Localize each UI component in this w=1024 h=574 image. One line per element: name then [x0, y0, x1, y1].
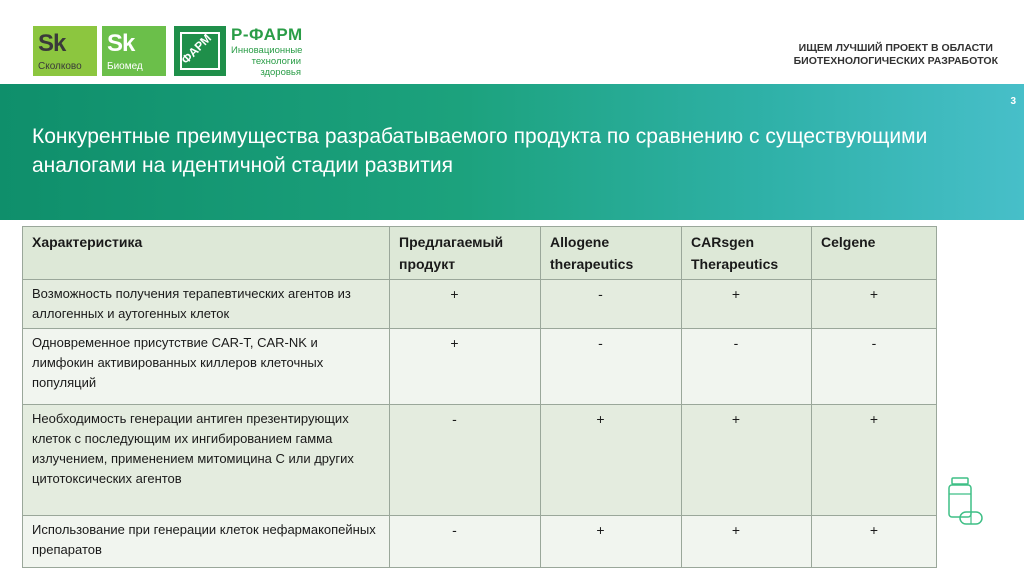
r-pharm-tagline-line: Инновационные — [231, 45, 303, 56]
header-celgene: Celgene — [812, 227, 937, 280]
cell-value: + — [812, 280, 937, 329]
slide-title: Конкурентные преимущества разрабатываемого продукта по сравнению с существующими аналогами на идентичной стадии развития — [32, 125, 928, 177]
table-row — [23, 329, 937, 405]
cell-value: - — [390, 516, 541, 568]
table-row — [23, 516, 937, 568]
r-pharm-name: Р-ФАРМ — [231, 25, 303, 44]
skolkovo-biomed-logo[interactable] — [102, 26, 166, 76]
biomed-logo-caption: Биомед — [107, 61, 143, 72]
header-allogene: Allogene therapeutics — [541, 227, 682, 280]
cell-value: - — [682, 329, 812, 405]
header-characteristic: Характеристика — [23, 227, 390, 280]
row-label: Одновременное присутствие CAR-T, CAR-NK и лимфокин активированных киллеров клеточных популяций — [23, 329, 390, 405]
cell-value: - — [812, 329, 937, 405]
row-label: Использование при генерации клеток нефармакопейных препаратов — [23, 516, 390, 568]
cell-value: - — [541, 280, 682, 329]
header-proposed-product: Предлагаемый продукт — [390, 227, 541, 280]
cell-value: - — [390, 405, 541, 516]
comparison-table-wrapper — [22, 226, 936, 568]
cell-value: + — [812, 516, 937, 568]
table-header-row — [23, 227, 937, 280]
table-row — [23, 405, 937, 516]
skolkovo-logo[interactable] — [33, 26, 97, 76]
header-tagline — [794, 42, 998, 68]
cell-value: + — [812, 405, 937, 516]
r-pharm-logo[interactable] — [174, 26, 226, 76]
skolkovo-logo-caption: Сколково — [38, 61, 82, 72]
table-row — [23, 280, 937, 329]
cell-value: + — [682, 516, 812, 568]
slide-number: 3 — [1010, 96, 1016, 107]
comparison-table — [22, 226, 937, 568]
header-carsgen: CARsgen Therapeutics — [682, 227, 812, 280]
cell-value: + — [541, 405, 682, 516]
header-tagline-line: ИЩЕМ ЛУЧШИЙ ПРОЕКТ В ОБЛАСТИ — [798, 42, 993, 54]
r-pharm-tagline-line: здоровья — [260, 67, 301, 78]
cell-value: + — [682, 405, 812, 516]
r-pharm-tagline-line: технологии — [251, 56, 301, 67]
cell-value: + — [541, 516, 682, 568]
cell-value: + — [390, 329, 541, 405]
header-tagline-line: БИОТЕХНОЛОГИЧЕСКИХ РАЗРАБОТОК — [793, 55, 998, 67]
row-label: Возможность получения терапевтических агентов из аллогенных и аутогенных клеток — [23, 280, 390, 329]
cell-value: + — [390, 280, 541, 329]
header — [0, 0, 1024, 84]
cell-value: - — [541, 329, 682, 405]
title-banner — [0, 84, 1024, 220]
pill-bottle-icon — [946, 476, 986, 534]
r-pharm-logo-letters: ФАРМ — [178, 31, 215, 67]
biomed-logo-letters: Sk — [107, 30, 135, 57]
row-label: Необходимость генерации антиген презентирующих клеток с последующим их ингибированием гамма излучением, применением митомицина С или других цитотоксических агентов — [23, 405, 390, 516]
r-pharm-tagline — [231, 45, 301, 78]
skolkovo-logo-letters: Sk — [38, 30, 66, 57]
cell-value: + — [682, 280, 812, 329]
